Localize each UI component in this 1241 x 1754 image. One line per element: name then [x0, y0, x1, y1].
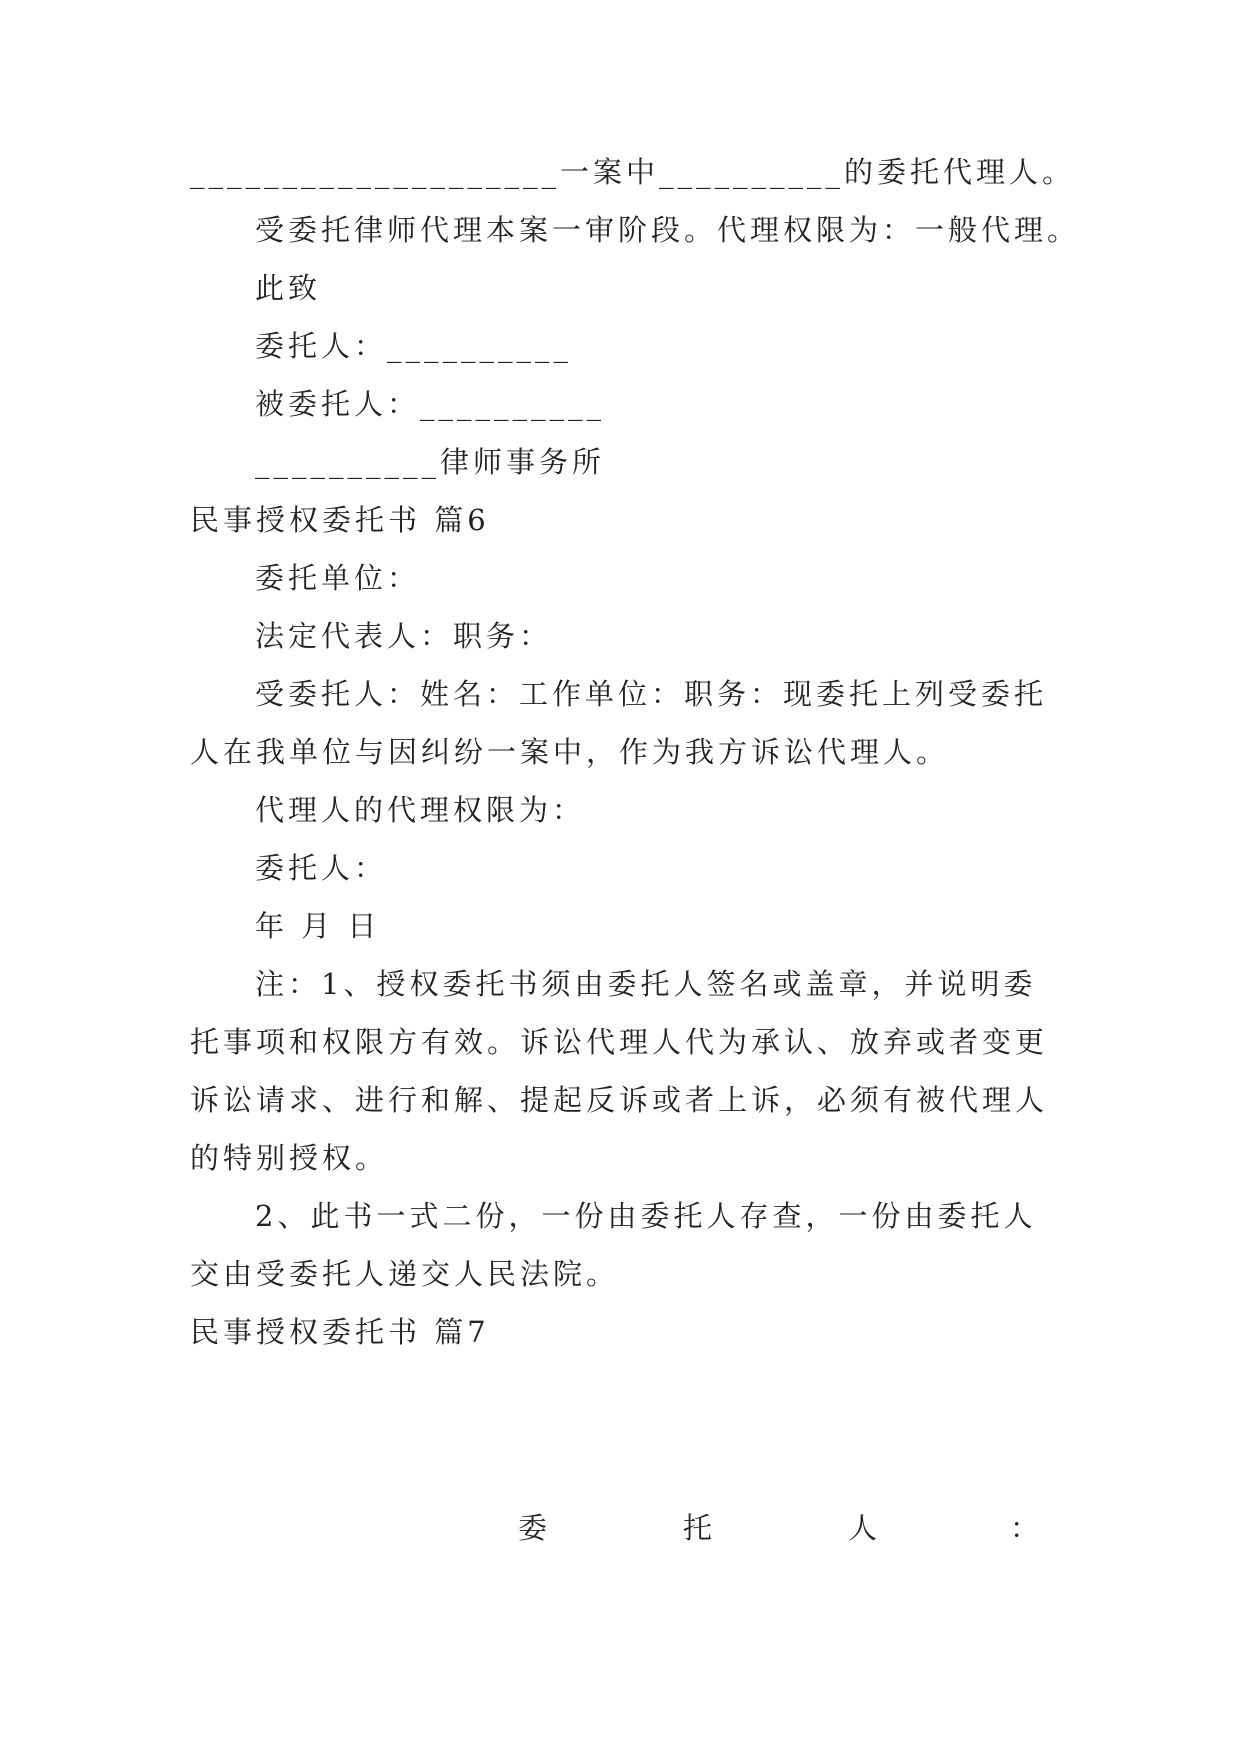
signature-char-1: 委: [518, 1511, 548, 1545]
legal-representative-line: 法定代表人：职务：: [255, 619, 553, 653]
authority-line: 代理人的代理权限为：: [255, 793, 586, 827]
principal-line: 委托人：__________: [255, 329, 573, 363]
note-line-2: 托事项和权限方有效。诉讼代理人代为承认、放弃或者变更: [190, 1025, 1049, 1059]
agent-line: 被委托人：__________: [255, 387, 606, 421]
entrusted-person-line-cont: 人在我单位与因纠纷一案中，作为我方诉讼代理人。: [190, 735, 950, 769]
note-line-5: 2、此书一式二份，一份由委托人存查，一份由委托人: [255, 1199, 1037, 1233]
section-heading-7: 民事授权委托书 篇7: [190, 1315, 490, 1349]
scope-line: 受委托律师代理本案一审阶段。代理权限为：一般代理。: [255, 213, 1081, 247]
note-line-1: 注：1、授权委托书须由委托人签名或盖章，并说明委: [255, 967, 1037, 1001]
case-agent-line: ____________________一案中__________的委托代理人。: [190, 155, 1076, 189]
entrusted-person-line: 受委托人：姓名：工作单位：职务：现委托上列受委托: [255, 677, 1048, 711]
signature-colon: ：: [1010, 1511, 1040, 1545]
salutation: 此致: [255, 271, 322, 305]
note-line-3: 诉讼请求、进行和解、提起反诉或者上诉，必须有被代理人: [190, 1083, 1049, 1117]
law-firm-line: __________律师事务所: [255, 445, 606, 479]
principal-signature-line: 委托人：: [255, 851, 388, 885]
section-heading-6: 民事授权委托书 篇6: [190, 503, 490, 537]
date-line: 年 月 日: [255, 909, 381, 943]
signature-char-2: 托: [683, 1511, 713, 1545]
entrusting-unit-line: 委托单位：: [255, 561, 421, 595]
note-line-6: 交由受委托人递交人民法院。: [190, 1257, 620, 1291]
signature-char-3: 人: [848, 1511, 878, 1545]
note-line-4: 的特别授权。: [190, 1141, 389, 1175]
